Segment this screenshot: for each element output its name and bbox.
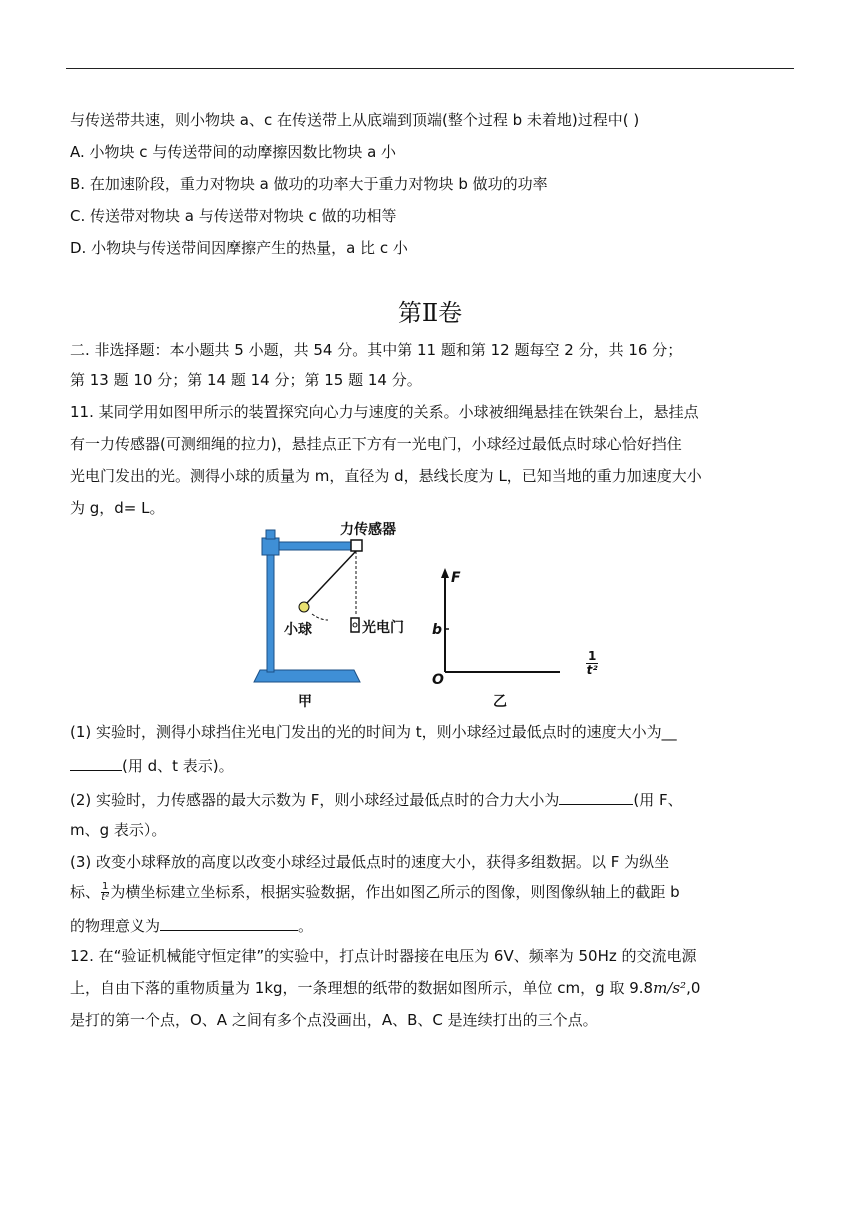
origin-label: O	[432, 672, 444, 688]
section-intro-1: 二. 非选择题：本小题共 5 小题，共 54 分。其中第 11 题和第 12 题每空 2 分，共 16 分；	[70, 341, 683, 359]
ball	[299, 602, 309, 612]
q11-sub3-prefix: 标、	[70, 883, 101, 901]
q12-paragraph-2	[70, 978, 700, 998]
section-title: 第Ⅱ卷	[397, 299, 463, 327]
answer-blank-1[interactable]	[70, 754, 122, 771]
q11-sub2-text: (2) 实验时，力传感器的最大示数为 F，则小球经过最低点时的合力大小为	[70, 791, 560, 809]
answer-blank-3[interactable]	[160, 914, 298, 931]
q11-paragraph-3: 光电门发出的光。测得小球的质量为 m，直径为 d，悬线长度为 L，已知当地的重力加速度大小	[70, 467, 702, 485]
acceleration-unit: m/s²	[653, 979, 687, 997]
photogate	[351, 618, 359, 632]
force-sensor-label: 力传感器	[340, 522, 396, 538]
q11-sub3-text: 为横坐标建立坐标系，根据实验数据，作出如图乙所示的图像，则图像纵轴上的截距 b	[110, 883, 680, 901]
x-axis-label-denominator: t²	[586, 663, 598, 677]
photogate-label: 光电门	[362, 620, 404, 636]
fraction-numerator: 1	[102, 881, 109, 892]
inline-fraction	[101, 882, 109, 903]
string	[306, 551, 356, 604]
x-axis-label-numerator: 1	[588, 649, 597, 663]
figure-yi	[432, 568, 560, 710]
q11-paragraph-2: 有一力传感器(可测细绳的拉力)，悬挂点正下方有一光电门，小球经过最低点时球心恰好挡住	[70, 435, 682, 453]
figure-jia-caption: 甲	[298, 694, 312, 710]
q11-sub2-line2: m、g 表示）。	[70, 821, 167, 839]
q12-paragraph-2-end: ,0	[686, 979, 701, 997]
fraction-denominator: t²	[101, 892, 110, 903]
x-axis-label	[586, 650, 598, 677]
intercept-label: b	[432, 622, 443, 638]
stand-clamp	[262, 538, 279, 555]
figure-jia	[250, 516, 560, 710]
option-a: A. 小物块 c 与传送带间的动摩擦因数比物块 a 小	[70, 143, 397, 161]
q12-paragraph-3: 是打的第一个点，O、A 之间有多个点没画出，A、B、C 是连续打出的三个点。	[70, 1011, 598, 1029]
option-b: B. 在加速阶段，重力对物块 a 做功的功率大于重力对物块 b 做功的功率	[70, 175, 548, 193]
q11-sub1-line2	[70, 754, 234, 776]
q11-sub3-text-2: 的物理意义为	[70, 917, 161, 935]
q11-sub1-line1: (1) 实验时，测得小球挡住光电门发出的光的时间为 t，则小球经过最低点时的速度大小为__	[70, 723, 677, 741]
q11-sub3-line3	[70, 914, 313, 936]
q11-sub2-hint: (用 F、	[633, 791, 683, 809]
answer-blank-2[interactable]	[559, 788, 633, 805]
q11-paragraph-1: 11. 某同学用如图甲所示的装置探究向心力与速度的关系。小球被细绳悬挂在铁架台上，悬挂点	[70, 403, 699, 421]
stand-pole	[267, 544, 274, 672]
q12-paragraph-1: 12. 在“验证机械能守恒定律”的实验中，打点计时器接在电压为 6V、频率为 50Hz 的交流电源	[70, 947, 697, 965]
force-sensor	[351, 540, 362, 551]
q11-sub2-line1	[70, 788, 683, 810]
y-axis-label: F	[451, 570, 461, 586]
q11-sub3-line2	[70, 882, 680, 903]
q11-sub3-end: 。	[298, 917, 314, 935]
option-d: D. 小物块与传送带间因摩擦产生的热量，a 比 c 小	[70, 239, 408, 257]
q12-paragraph-2-text: 上，自由下落的重物质量为 1kg，一条理想的纸带的数据如图所示，单位 cm，g 取 9.8	[70, 979, 654, 997]
section-intro-2: 第 13 题 10 分；第 14 题 14 分；第 15 题 14 分。	[70, 371, 422, 389]
q11-paragraph-4: 为 g，d= L。	[70, 499, 165, 517]
q11-sub1-hint: (用 d、t 表示)。	[122, 757, 234, 775]
stand-arm	[279, 542, 351, 550]
option-c: C. 传送带对物块 a 与传送带对物块 c 做的功相等	[70, 207, 397, 225]
question-10-stem-end: 与传送带共速，则小物块 a、c 在传送带上从底端到顶端(整个过程 b 未着地)过程中( )	[70, 111, 640, 129]
ball-label: 小球	[284, 622, 312, 638]
figure-yi-caption: 乙	[493, 694, 507, 710]
q11-sub3-line1: (3) 改变小球释放的高度以改变小球经过最低点时的速度大小，获得多组数据。以 F 为纵坐	[70, 853, 670, 871]
header-rule	[66, 68, 794, 69]
